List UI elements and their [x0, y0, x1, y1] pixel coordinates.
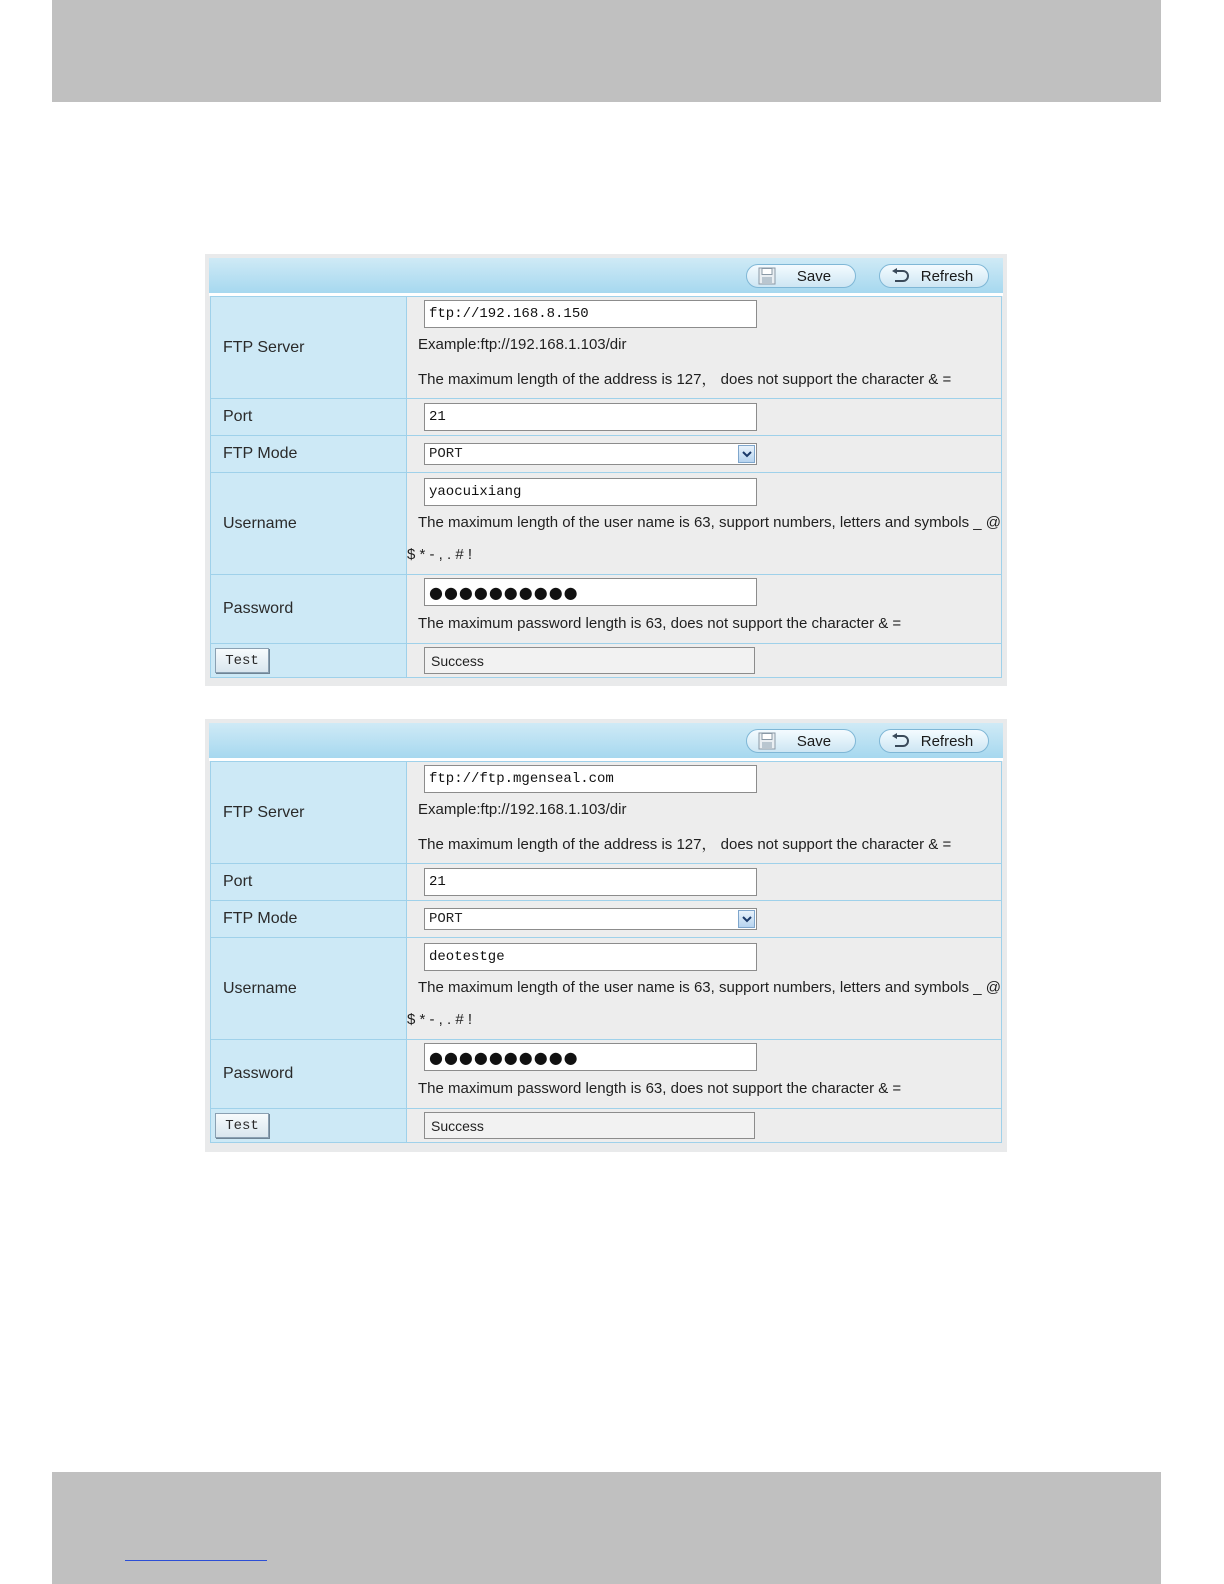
- ftp-server-hint: The maximum length of the address is 127， does not support the character & =: [418, 371, 952, 388]
- save-button[interactable]: [746, 264, 856, 288]
- save-label: Save: [796, 267, 832, 285]
- page-footer-band: [52, 1472, 1161, 1584]
- chevron-down-icon[interactable]: [738, 910, 755, 928]
- password-label: Password: [211, 1040, 407, 1109]
- save-button[interactable]: [746, 729, 856, 753]
- test-status-field: Success: [424, 647, 755, 674]
- footer-link-underline[interactable]: [125, 1560, 267, 1561]
- username-hint: The maximum length of the user name is 63, support numbers, letters and symbols _ @: [418, 514, 1001, 531]
- password-input[interactable]: ●●●●●●●●●●: [424, 1043, 757, 1071]
- ftp-mode-label: FTP Mode: [211, 901, 407, 938]
- chevron-down-icon[interactable]: [738, 445, 755, 463]
- ftp-settings-panel: [205, 719, 1007, 1152]
- ftp-server-label: FTP Server: [211, 762, 407, 864]
- ftp-mode-label: FTP Mode: [211, 436, 407, 473]
- ftp-server-input[interactable]: ftp://ftp.mgenseal.com: [424, 765, 757, 793]
- test-status-field: Success: [424, 1112, 755, 1139]
- username-label: Username: [211, 473, 407, 575]
- refresh-button[interactable]: [879, 729, 989, 753]
- ftp-mode-select[interactable]: [424, 908, 757, 930]
- username-input[interactable]: yaocuixiang: [424, 478, 757, 506]
- ftp-server-example: Example:ftp://192.168.1.103/dir: [418, 336, 627, 353]
- ftp-mode-value: PORT: [429, 911, 463, 927]
- password-hint: The maximum password length is 63, does not support the character & =: [418, 1079, 902, 1097]
- port-label: Port: [211, 864, 407, 901]
- ftp-server-label: FTP Server: [211, 297, 407, 399]
- username-label: Username: [211, 938, 407, 1040]
- ftp-server-hint: The maximum length of the address is 127， does not support the character & =: [418, 836, 952, 853]
- panel-toolbar: [209, 258, 1003, 296]
- port-input[interactable]: 21: [424, 868, 757, 896]
- password-label: Password: [211, 575, 407, 644]
- ftp-server-input[interactable]: ftp://192.168.8.150: [424, 300, 757, 328]
- port-label: Port: [211, 399, 407, 436]
- test-button[interactable]: Test: [215, 1113, 269, 1138]
- refresh-button[interactable]: [879, 264, 989, 288]
- ftp-settings-panel: [205, 254, 1007, 686]
- ftp-mode-select[interactable]: [424, 443, 757, 465]
- username-input[interactable]: deotestge: [424, 943, 757, 971]
- password-input[interactable]: ●●●●●●●●●●: [424, 578, 757, 606]
- username-hint: The maximum length of the user name is 63, support numbers, letters and symbols _ @: [418, 979, 1001, 996]
- ftp-mode-value: PORT: [429, 446, 463, 462]
- save-label: Save: [796, 732, 832, 750]
- port-input[interactable]: 21: [424, 403, 757, 431]
- ftp-form-table: [210, 761, 1002, 1143]
- ftp-server-example: Example:ftp://192.168.1.103/dir: [418, 801, 627, 818]
- page-header-band: [52, 0, 1161, 102]
- password-hint: The maximum password length is 63, does not support the character & =: [418, 614, 902, 632]
- ftp-form-table: [210, 296, 1002, 678]
- username-hint-continued: $ * - , . # !: [407, 1011, 473, 1028]
- refresh-label: Refresh: [920, 732, 974, 750]
- test-button[interactable]: Test: [215, 648, 269, 673]
- username-hint-continued: $ * - , . # !: [407, 546, 473, 563]
- refresh-label: Refresh: [920, 267, 974, 285]
- panel-toolbar: [209, 723, 1003, 761]
